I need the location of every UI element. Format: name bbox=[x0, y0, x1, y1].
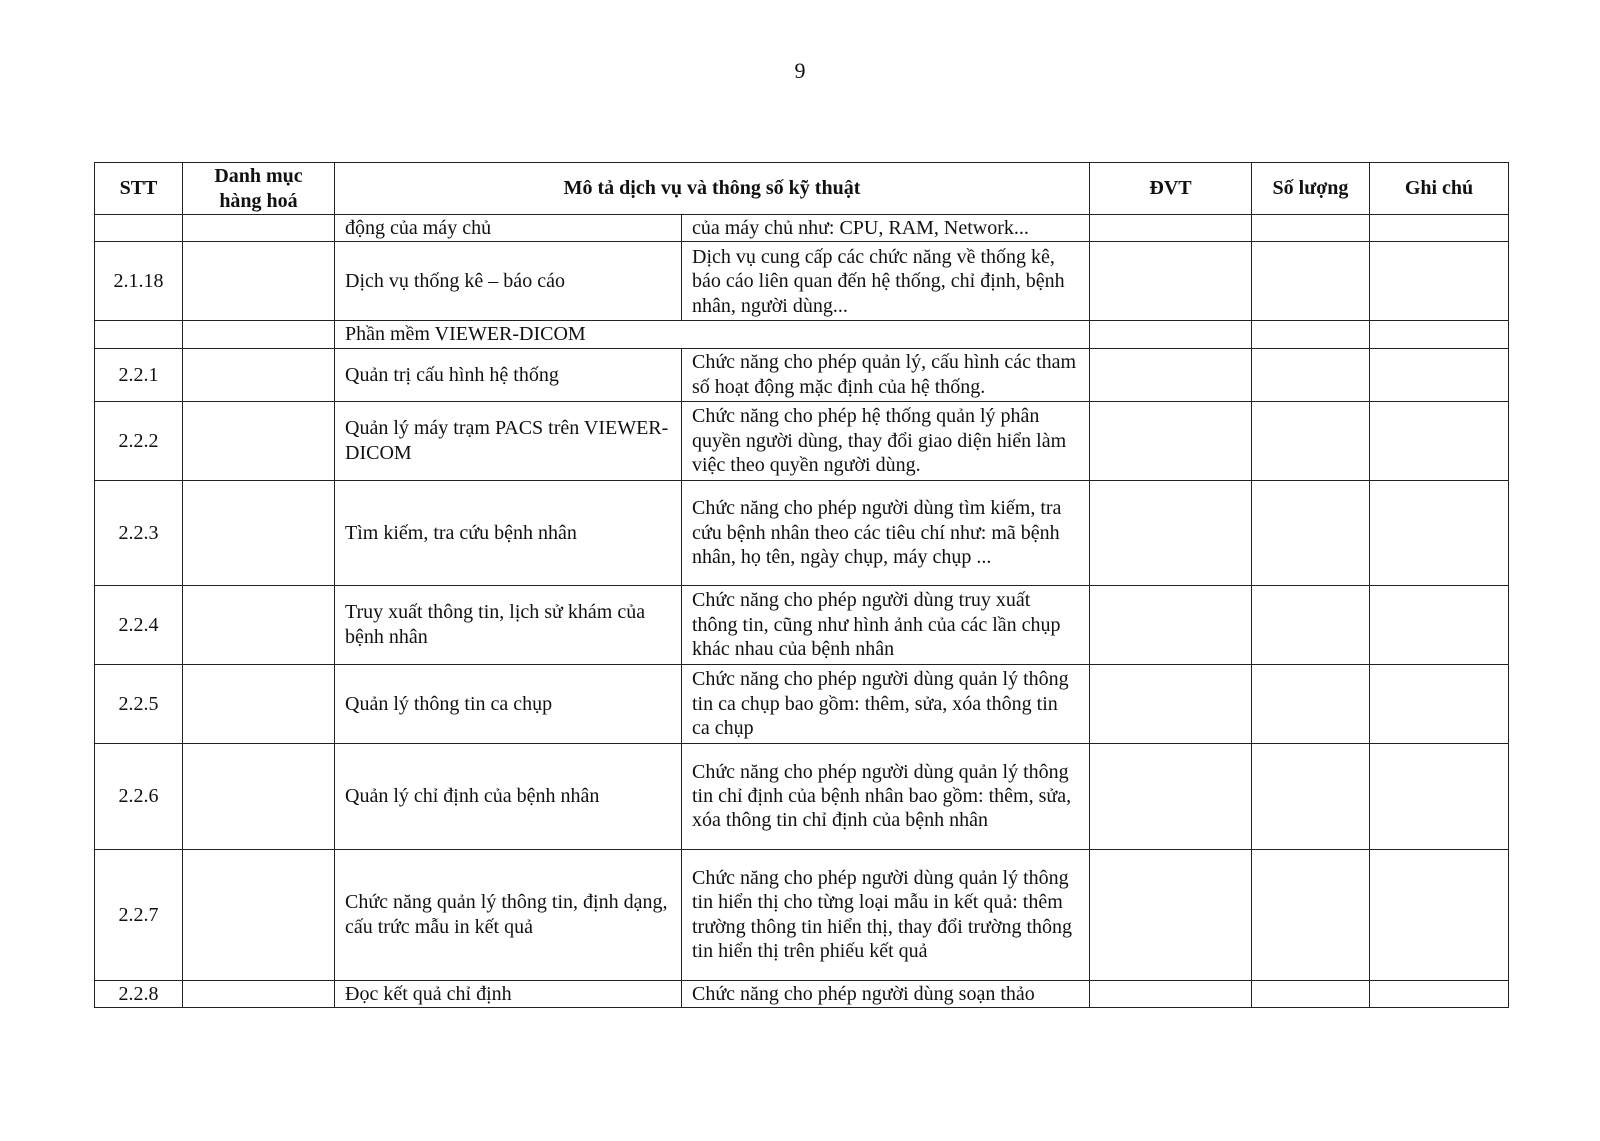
table-row bbox=[95, 401, 1509, 480]
table-row bbox=[95, 664, 1509, 743]
row-item-name: Chức năng quản lý thông tin, định dạng, cấu trức mẫu in kết quả bbox=[335, 849, 682, 980]
row-unit bbox=[1090, 849, 1252, 980]
table-row bbox=[95, 348, 1509, 401]
row-unit bbox=[1090, 348, 1252, 401]
row-category bbox=[183, 348, 335, 401]
row-item-name: Đọc kết quả chỉ định bbox=[335, 980, 682, 1007]
table-row bbox=[95, 242, 1509, 321]
table-header-row bbox=[95, 163, 1509, 215]
row-category bbox=[183, 242, 335, 321]
row-quantity bbox=[1252, 585, 1370, 664]
row-unit bbox=[1090, 321, 1252, 348]
row-category bbox=[183, 401, 335, 480]
row-category bbox=[183, 321, 335, 348]
specification-table bbox=[94, 162, 1509, 1008]
row-description: của máy chủ như: CPU, RAM, Network... bbox=[682, 215, 1090, 242]
table-row bbox=[95, 480, 1509, 585]
row-unit bbox=[1090, 585, 1252, 664]
row-quantity bbox=[1252, 321, 1370, 348]
row-note bbox=[1370, 849, 1509, 980]
row-note bbox=[1370, 321, 1509, 348]
section-title: Phần mềm VIEWER-DICOM bbox=[335, 321, 1090, 348]
row-note bbox=[1370, 401, 1509, 480]
row-item-name: Tìm kiếm, tra cứu bệnh nhân bbox=[335, 480, 682, 585]
header-note: Ghi chú bbox=[1370, 163, 1509, 215]
row-note bbox=[1370, 743, 1509, 849]
row-unit bbox=[1090, 215, 1252, 242]
row-item-name: Quản lý chỉ định của bệnh nhân bbox=[335, 743, 682, 849]
row-stt: 2.2.5 bbox=[95, 664, 183, 743]
row-description: Chức năng cho phép người dùng tìm kiếm, tra cứu bệnh nhân theo các tiêu chí như: mã bệnh nhân, họ tên, ngày chụp, máy chụp ... bbox=[682, 480, 1090, 585]
row-category bbox=[183, 215, 335, 242]
row-quantity bbox=[1252, 215, 1370, 242]
row-stt: 2.2.7 bbox=[95, 849, 183, 980]
row-category bbox=[183, 480, 335, 585]
row-unit bbox=[1090, 401, 1252, 480]
row-stt bbox=[95, 321, 183, 348]
row-item-name: động của máy chủ bbox=[335, 215, 682, 242]
header-unit: ĐVT bbox=[1090, 163, 1252, 215]
row-category bbox=[183, 980, 335, 1007]
row-item-name: Quản lý thông tin ca chụp bbox=[335, 664, 682, 743]
row-category bbox=[183, 664, 335, 743]
table-row bbox=[95, 980, 1509, 1007]
table-row bbox=[95, 743, 1509, 849]
row-unit bbox=[1090, 664, 1252, 743]
row-quantity bbox=[1252, 980, 1370, 1007]
row-description: Dịch vụ cung cấp các chức năng về thống kê, báo cáo liên quan đến hệ thống, chỉ định, bệnh nhân, người dùng... bbox=[682, 242, 1090, 321]
row-category bbox=[183, 743, 335, 849]
row-unit bbox=[1090, 242, 1252, 321]
table-row bbox=[95, 585, 1509, 664]
row-quantity bbox=[1252, 401, 1370, 480]
row-description: Chức năng cho phép người dùng soạn thảo bbox=[682, 980, 1090, 1007]
row-quantity bbox=[1252, 743, 1370, 849]
row-note bbox=[1370, 348, 1509, 401]
row-note bbox=[1370, 480, 1509, 585]
row-description: Chức năng cho phép người dùng truy xuất thông tin, cũng như hình ảnh của các lần chụp khác nhau của bệnh nhân bbox=[682, 585, 1090, 664]
header-category: Danh mục hàng hoá bbox=[183, 163, 335, 215]
row-stt bbox=[95, 215, 183, 242]
row-quantity bbox=[1252, 480, 1370, 585]
row-unit bbox=[1090, 480, 1252, 585]
row-item-name: Dịch vụ thống kê – báo cáo bbox=[335, 242, 682, 321]
row-stt: 2.2.2 bbox=[95, 401, 183, 480]
row-stt: 2.1.18 bbox=[95, 242, 183, 321]
row-stt: 2.2.1 bbox=[95, 348, 183, 401]
row-description: Chức năng cho phép người dùng quản lý thông tin ca chụp bao gồm: thêm, sửa, xóa thông tin ca chụp bbox=[682, 664, 1090, 743]
row-quantity bbox=[1252, 242, 1370, 321]
row-description: Chức năng cho phép quản lý, cấu hình các tham số hoạt động mặc định của hệ thống. bbox=[682, 348, 1090, 401]
table-row bbox=[95, 849, 1509, 980]
row-stt: 2.2.4 bbox=[95, 585, 183, 664]
row-category bbox=[183, 849, 335, 980]
row-quantity bbox=[1252, 348, 1370, 401]
row-item-name: Quản trị cấu hình hệ thống bbox=[335, 348, 682, 401]
page-number: 9 bbox=[794, 58, 806, 83]
row-description: Chức năng cho phép người dùng quản lý thông tin chỉ định của bệnh nhân bao gồm: thêm, sửa, xóa thông tin chỉ định của bệnh nhân bbox=[682, 743, 1090, 849]
table-row bbox=[95, 215, 1509, 242]
header-stt: STT bbox=[95, 163, 183, 215]
row-note bbox=[1370, 242, 1509, 321]
row-note bbox=[1370, 664, 1509, 743]
header-description: Mô tả dịch vụ và thông số kỹ thuật bbox=[335, 163, 1090, 215]
section-row bbox=[95, 321, 1509, 348]
row-stt: 2.2.8 bbox=[95, 980, 183, 1007]
row-quantity bbox=[1252, 849, 1370, 980]
row-unit bbox=[1090, 980, 1252, 1007]
row-description: Chức năng cho phép người dùng quản lý thông tin hiển thị cho từng loại mẫu in kết quả: thêm trường thông tin hiển thị, thay đổi trường thông tin hiển thị trên phiếu kết quả bbox=[682, 849, 1090, 980]
row-note bbox=[1370, 980, 1509, 1007]
row-category bbox=[183, 585, 335, 664]
row-item-name: Quản lý máy trạm PACS trên VIEWER-DICOM bbox=[335, 401, 682, 480]
row-note bbox=[1370, 215, 1509, 242]
row-stt: 2.2.3 bbox=[95, 480, 183, 585]
row-item-name: Truy xuất thông tin, lịch sử khám của bệnh nhân bbox=[335, 585, 682, 664]
row-unit bbox=[1090, 743, 1252, 849]
header-quantity: Số lượng bbox=[1252, 163, 1370, 215]
row-description: Chức năng cho phép hệ thống quản lý phân quyền người dùng, thay đổi giao diện hiển làm việc theo quyền người dùng. bbox=[682, 401, 1090, 480]
row-quantity bbox=[1252, 664, 1370, 743]
row-stt: 2.2.6 bbox=[95, 743, 183, 849]
row-note bbox=[1370, 585, 1509, 664]
